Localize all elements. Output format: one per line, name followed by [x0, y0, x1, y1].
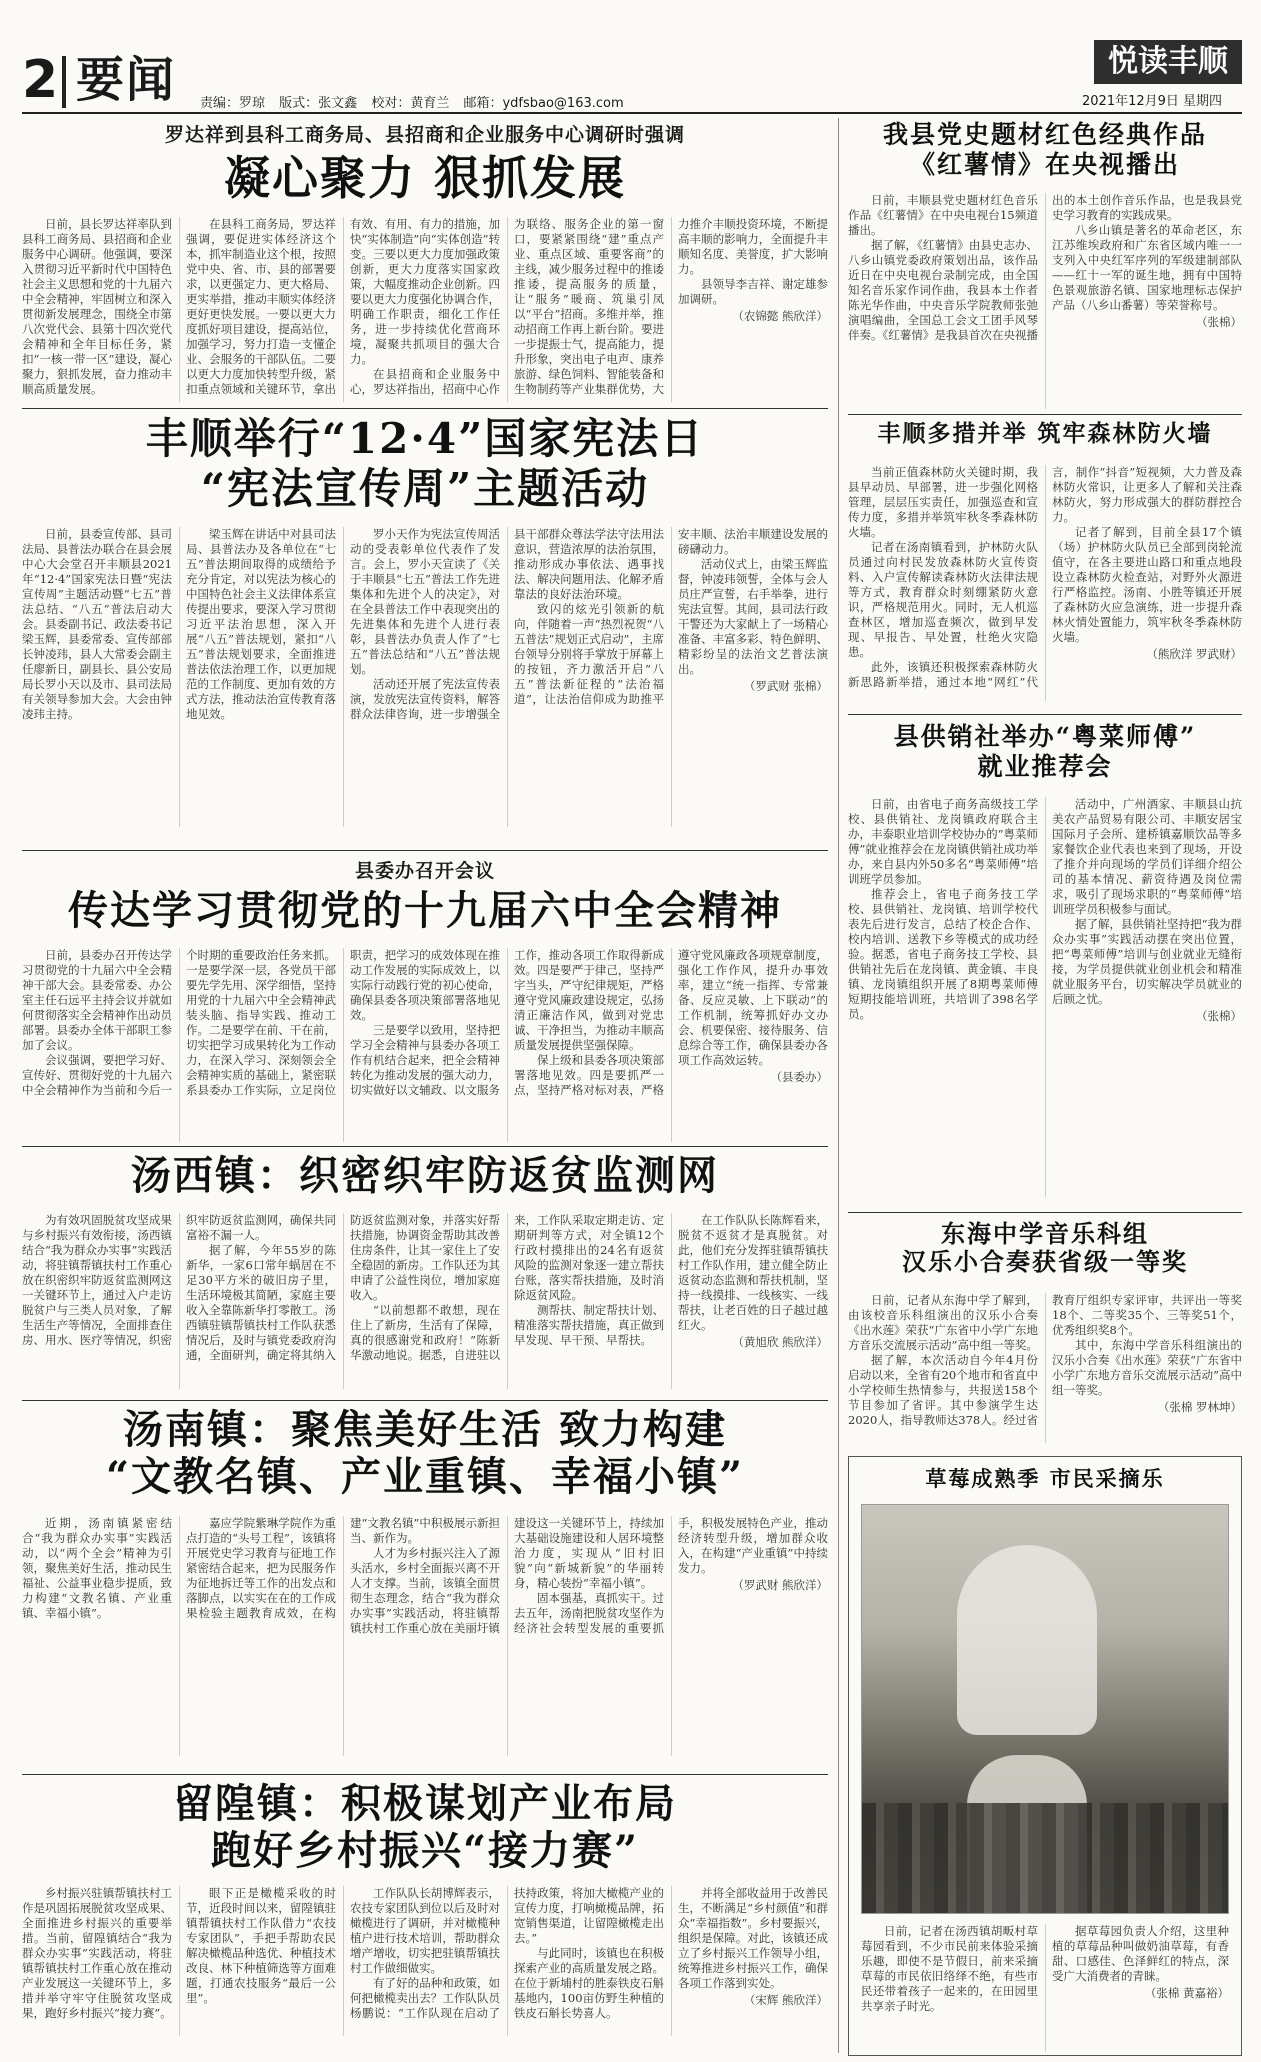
article-byline: （张棉）	[1196, 315, 1242, 329]
article-headline: 汤南镇：聚焦美好生活 致力构建 “文教名镇、产业重镇、幸福小镇”	[105, 1406, 744, 1501]
article-headline: 传达学习贯彻党的十九届六中全会精神	[68, 887, 782, 934]
photo-woman-figure	[957, 1545, 1097, 1735]
column-divider	[838, 118, 839, 2053]
article-headline: 草莓成熟季 市民采摘乐	[925, 1466, 1165, 1491]
strawberry-field-photo	[861, 1504, 1229, 1914]
section-rule	[22, 850, 828, 851]
article-body: 日前，县委办召开传达学习贯彻党的十九届六中全会精神干部大会。县委常委、办公室主任石远平主持会议并就如何贯彻落实全会精神作出动员部署。县委办全体干部职工参加了会议。 会议强调，要把学习好、宣传好、贯彻好党的十九届六中全会精神作为当前和今后一个时期的重要政治任务来抓。一是要学深一层，各党员干部要先学先用、深学细悟，坚持用党的十九届六中全会精神武装头脑、指导实践、推动工作。二是要学在前、干在前，切实把学习成果转化为工作动力，在深入学习、深刻领会全会精神实质的基础上，紧密联系县委办工作实际，立足岗位职责，把学习的成效体现在推动工作发展的实际成效上，以实际行动践行党的初心使命，确保县委各项决策部署落地见效。 三是要学以致用，坚持把学习全会精神与县委办各项工作有机结合起来，把全会精神转化为推动发展的强大动力，切实做好以文辅政、以文服务工作，推动各项工作取得新成效。四是要严于律己，坚持严字当头，严守纪律规矩，严格遵守党风廉政建设规定，弘扬清正廉洁作风，做到对党忠诚、干净担当，为推动丰顺高质量发展提供坚强保障。 保上级和县委各项决策部署落地见效。四是要抓严一点，坚持严格对标对表，严格遵守党风廉政各项规章制度，强化工作作风，提升办事效率，建立“统一指挥、专常兼备、反应灵敏、上下联动”的工作机制，统筹抓好办文办会、机要保密、接待服务、信息综合等工作，确保县委办各项工作高效运转。 （县委办）	[22, 948, 828, 1098]
article-byline: （黄旭欣 熊欣洋）	[732, 1335, 828, 1350]
article-body: 日前，记者从东海中学了解到，由该校音乐科组演出的汉乐小合奏《出水莲》荣获“广东省中小学广东地方音乐交流展示活动”高中组一等奖。 据了解，本次活动自今年4月份启动以来，全省有20个地市和省直中小学校师生热情参与，共报送158个节目参加了省评。其中参演学生达2020人，指导教师达378人。经过省教育厅组织专家评审，共评出一等奖18个、二等奖35个、三等奖51个，优秀组织奖8个。 其中，东海中学音乐科组演出的汉乐小合奏《出水莲》荣获“广东省中小学广东地方音乐交流展示活动”高中组一等奖。 （张棉 罗林坤）	[848, 1292, 1242, 1427]
article-byline: （张棉 罗林坤）	[1157, 1399, 1242, 1414]
section-rule	[848, 714, 1242, 715]
article-luo-daxiang-inspection	[22, 120, 828, 402]
article-byline: （宋辉 熊欣洋）	[743, 1993, 828, 2008]
article-forest-fire-prevention	[848, 420, 1242, 710]
article-byline: （县委办）	[770, 1070, 828, 1085]
article-byline: （农锦懿 熊欣洋）	[732, 309, 828, 324]
article-cantonese-chef-job-fair	[848, 722, 1242, 1206]
article-kicker: 县委办召开会议	[354, 860, 495, 882]
photo-strawberry-plants	[862, 1803, 1228, 1913]
article-body: 日前，记者在汤西镇胡畈村草莓园看到，不少市民前来体验采摘乐趣，即使不是节假日，前来采摘草莓的市民依旧络绎不绝，有些市民还带着孩子一起来的，在田园里共享亲子时光。 据草莓园负责人介绍，这里种植的草莓品种叫做奶油草莓，有香甜、口感佳、色泽鲜红的特点，深受广大消费者的青睐。 （张棉 黄嘉裕）	[861, 1923, 1229, 2013]
page-number-divider	[62, 56, 66, 108]
section-rule	[22, 408, 828, 409]
article-county-committee-meeting	[22, 856, 828, 1142]
article-headline: 我县党史题材红色经典作品 《红薯情》在央视播出	[882, 120, 1207, 179]
article-liuhuang-industry	[22, 1780, 828, 2056]
credit-editor: 责编：罗琼	[200, 96, 266, 111]
credit-proofreader: 校对：黄育兰	[371, 96, 450, 111]
article-byline: （罗武财 熊欣洋）	[732, 1578, 828, 1593]
masthead-rule	[22, 112, 1242, 114]
article-headline: 丰顺多措并举 筑牢森林防火墙	[877, 420, 1213, 447]
article-tangnan-development	[22, 1406, 828, 1770]
article-body: 日前，县委宣传部、县司法局、县普法办联合在县会展中心大会堂召开丰顺县2021年“12·4”国家宪法日暨“宪法宣传周”主题活动暨“七五”普法总结、“八五”普法启动大会。县委副书记、政法委书记梁玉辉，县委常委、宣传部部长钟凌玮，县人大常委会副主任廖新日，副县长、县公安局局长罗小天以及市、县司法局有关领导参加大会。大会由钟凌玮主持。 梁玉辉在讲话中对县司法局、县普法办及各单位在“七五”普法期间取得的成绩给予充分肯定，对以宪法为核心的中国特色社会主义法律体系宣传提出要求，要深入学习贯彻习近平法治思想，深入开展“八五”普法规划，紧扣“八五”普法规划要求，全面推进普法依法治理工作，以更加规范的工作制度、更加有效的方式方法，推动法治宣传教育落地见效。 罗小天作为宪法宣传周活动的受表彰单位代表作了发言。会上，罗小天宣读了《关于丰顺县“七五”普法工作先进集体和先进个人的决定》，对在全县普法工作中表现突出的先进集体和先进个人进行表彰，县普法办负责人作了“七五”普法总结和“八五”普法规划。 活动还开展了宪法宣传表演，发放宪法宣传资料，解答群众法律咨询，进一步增强全县干部群众尊法学法守法用法意识，营造浓厚的法治氛围，推动形成办事依法、遇事找法、解决问题用法、化解矛盾靠法的良好法治环境。 致闪的炫光引领新的航向，伴随着一声“热烈祝贺“八五普法”规划正式启动”，主席台领导分别将手掌放于屏幕上的按钮，齐力激活开启“八五”普法新征程的“法治福道”，让法治信仰成为助推平安丰顺、法治丰顺建设发展的磅礴动力。 活动仪式上，由梁玉辉监督，钟凌玮领誓，全体与会人员庄严宣誓，右手举拳，进行宪法宣誓。其间，县司法行政干警还为大家献上了一场精心准备、丰富多彩、特色鲜明、精彩纷呈的法治文艺普法演出。 （罗武财 张棉）	[22, 527, 828, 722]
article-body: 近期，汤南镇紧密结合“我为群众办实事”实践活动，以“两个全会”精神为引领，聚焦美好生活，推动民生福祉、公益事业稳步提质，致力构建“文教名镇、产业重镇、幸福小镇”。 嘉应学院紫琳学院作为重点打造的“头号工程”，该镇将开展党史学习教育与征地工作紧密结合起来，把为民服务作为征地拆迁等工作的出发点和落脚点，以实实在在的工作成果检验主题教育成效，在构建“文教名镇”中积极展示新担当、新作为。 人才为乡村振兴注入了源头活水，乡村全面振兴离不开人才支撑。当前，该镇全面贯彻生态理念，结合“我为群众办实事”实践活动，将驻镇帮镇扶村工作重心放在美丽圩镇建设这一关键环节上，持续加大基础设施建设和人居环境整治力度，实现从“旧村旧貌”向“新城新貌”的华丽转身，精心装扮“幸福小镇”。 固本强基，真抓实干。过去五年，汤南把脱贫攻坚作为经济社会转型发展的重要抓手，积极发展特色产业，推动经济转型升级，增加群众收入，在构建“产业重镇”中持续发力。 （罗武财 熊欣洋）	[22, 1516, 828, 1636]
newspaper-brand: 悦读丰顺	[1094, 40, 1242, 84]
section-rule	[22, 1400, 828, 1401]
issue-date: 2021年12月9日 星期四	[1082, 94, 1223, 109]
page-credits	[200, 92, 634, 111]
article-kicker: 罗达祥到县科工商务局、县招商和企业服务中心调研时强调	[164, 124, 685, 146]
article-headline: 凝心聚力 狠抓发展	[223, 151, 626, 205]
section-rule	[848, 414, 1242, 415]
article-constitution-day	[22, 414, 828, 846]
section-rule	[22, 1146, 828, 1147]
article-headline: 汤西镇：织密织牢防返贫监测网	[131, 1152, 719, 1199]
article-byline: （张棉）	[1196, 1009, 1242, 1023]
article-headline: 东海中学音乐科组 汉乐小合奏获省级一等奖	[902, 1220, 1188, 1277]
article-strawberry-picking	[848, 1456, 1242, 2056]
article-body: 日前，丰顺县党史题材红色音乐作品《红薯情》在中央电视台15频道播出。 据了解，《红薯情》由县史志办、八乡山镇党委政府策划出品，该作品近日在中央电视台录制完成，由全国知名音乐家作词作曲，我县本土作者陈光华作曲，中央音乐学院教师张弛演唱编曲，全国总工会文工团手风琴伴奏。《红薯情》是我县首次在央视播出的本土创作音乐作品，也是我县党史学习教育的实践成果。 八乡山镇是著名的革命老区，东江苏维埃政府和广东省区域内唯一一支列入中央红军序列的军级建制部队——红十一军的诞生地，拥有中国特色景观旅游名镇、国家地理标志保护产品（八乡山番薯）等荣誉称号。 （张棉）	[848, 193, 1242, 342]
article-byline: （熊欣洋 罗武财）	[1146, 647, 1242, 662]
article-body: 日前，县长罗达祥率队到县科工商务局、县招商和企业服务中心调研。他强调，要深入贯彻习近平新时代中国特色社会主义思想和党的十九届六中全会精神，牢固树立和深入贯彻新发展理念，围绕全市第八次党代会、县第十四次党代会精神和全年目标任务，紧扣“一核一带一区”建设，凝心聚力，狠抓发展，奋力推动丰顺高质量发展。 在县科工商务局，罗达祥强调，要促进实体经济这个本，抓牢制造业这个根，按照党中央、省、市、县的部署要求，以更强定力、更大格局、更实举措，推动丰顺实体经济更好更快发展。一要以更大力度抓好项目建设，提高站位，加强学习，努力打造一支懂企业、会服务的干部队伍。二要以更大力度加快转型升级，紧扣重点领域和关键环节，拿出有效、有用、有力的措施，加快“实体制造”向“实体创造”转变。三要以更大力度加强政策创新，更大力度落实国家政策，大幅度推动企业创新。四要以更大力度强化协调合作，明确工作职责，细化工作任务，进一步持续优化营商环境，凝聚共抓项目的强大合力。 在县招商和企业服务中心，罗达祥指出，招商中心作为联络、服务企业的第一窗口，要紧紧围绕“建”重点产业、重点区域、重要客商”的主线，减少服务过程中的推诿推诿，提高服务的质量，让“服务”暖商、筑巢引凤以“平台”招商。多维并举，推动招商工作再上新台阶。要进一步提振士气，提高能力，提升形象，突出电子电声、康养旅游、绿色饲料、智能装备和生物制药等产业集群优势，大力推介丰顺投资环境，不断提高丰顺的影响力，全面提升丰顺知名度、美誉度，扩大影响力。 县领导李吉祥、谢定雄参加调研。 （农锦懿 熊欣洋）	[22, 217, 828, 397]
article-body: 当前正值森林防火关键时期，我县早动员、早部署，进一步强化网格管理，层层压实责任，加强巡查和宣传力度，多措并举筑牢秋冬季森林防火墙。 记者在汤南镇看到，护林防火队员通过向村民发放森林防火宣传资料、入户宣传解读森林防火法律法规等方式，教育群众时刻绷紧防火意识，严格规范用火。同时，无人机巡查林区，增加巡查频次，做到早发现、早报告、早处置，杜绝火灾隐患。 此外，该镇还积极探索森林防火新思路新举措，通过本地“网红”代言，制作“抖音”短视频，大力普及森林防火常识，让更多人了解和关注森林防火，努力形成强大的群防群控合力。 记者了解到，目前全县17个镇（场）护林防火队员已全部到岗轮流值守，在各主要进山路口和重点地段设立森林防火检查站，对野外火源进行严格监控。汤南、小胜等镇还开展了森林防火应急演练，进一步提升森林火情处置能力，筑牢秋冬季森林防火墙。 （熊欣洋 罗武财）	[848, 465, 1242, 690]
article-body: 乡村振兴驻镇帮镇扶村工作是巩固拓展脱贫攻坚成果、全面推进乡村振兴的重要举措。当前，留隍镇结合“我为群众办实事”实践活动，将驻镇帮镇扶村工作重心放在推动产业发展这一关键环节上，多措并举守牢守住脱贫攻坚成果，跑好乡村振兴“接力赛”。 眼下正是橄榄采收的时节，近段时间以来，留隍镇驻镇帮镇扶村工作队借力“农技专家团队”，手把手帮助农民解决橄榄品种选优、种植技术改良、林下种植筛选等方面难题，打通农技服务“最后一公里”。 工作队队长胡博辉表示，农技专家团队到位以后及时对橄榄进行了调研，并对橄榄种植户进行技术培训，帮助群众增产增收，切实把驻镇帮镇扶村工作做细做实。 有了好的品种和政策，如何把橄榄卖出去？工作队队员杨鹏说：“工作队现在启动了扶持政策，将加大橄榄产业的宣传力度，打响橄榄品牌，拓宽销售渠道，让留隍橄榄走出去。” 与此同时，该镇也在积极探索产业的高质量发展之路。在位于新埔村的胜泰铁皮石斛基地内，100亩仿野生种植的铁皮石斛长势喜人。 并将全部收益用于改善民生，不断满足“乡村颜值”和群众“幸福指数”。乡村要振兴，组织是保障。对此，该镇还成立了乡村振兴工作领导小组，统筹推进乡村振兴工作，确保各项工作落到实处。 （宋辉 熊欣洋）	[22, 1886, 828, 2021]
article-body: 日前，由省电子商务高级技工学校、县供销社、龙岗镇政府联合主办，丰泰职业培训学校协办的“粤菜师傅”就业推荐会在龙岗镇供销社成功举办，来自县内外50多名“粤菜师傅”培训班学员参加。 推荐会上，省电子商务技工学校、县供销社、龙岗镇、培训学校代表先后进行发言，总结了校企合作、校内培训、送教下乡等模式的成功经验。据悉，省电子商务技工学校、县供销社先后在龙岗镇、黄金镇、丰良镇、龙岗镇组织开展了8期粤菜师傅短期技能培训班，共培训了398名学员。 活动中，广州酒家、丰顺县山抗美农产品贸易有限公司、丰顺安居宝国际月子会所、建桥镇嘉顺饮品等多家餐饮企业代表也来到了现场，开设了推介并向现场的学员们详细介绍公司的基本情况、薪资待遇及岗位需求，吸引了现场求职的“粤菜师傅”培训班学员积极参与面试。 据了解，县供销社坚持把“我为群众办实事”实践活动摆在突出位置，把“粤菜师傅”培训与创业就业无缝衔接，为学员提供就业创业机会和精准就业服务平台，切实解决学员就业的后顾之忧。 （张棉）	[848, 797, 1242, 1023]
article-headline: 留隍镇：积极谋划产业布局 跑好乡村振兴“接力赛”	[173, 1780, 677, 1875]
credit-layout: 版式：张文鑫	[279, 96, 358, 111]
article-headline: 丰顺举行“12·4”国家宪法日 “宪法宣传周”主题活动	[145, 414, 705, 513]
article-byline: （罗武财 张棉）	[743, 679, 828, 694]
masthead	[0, 0, 1261, 118]
article-tangxi-monitoring	[22, 1152, 828, 1396]
section-rule	[22, 1774, 828, 1775]
article-body: 为有效巩固脱贫攻坚成果与乡村振兴有效衔接，汤西镇结合“我为群众办实事”实践活动，将驻镇帮镇扶村工作重心放在织密织牢防返贫监测网这一关键环节上，通过入户走访脱贫户与三类人员对象，了解生活生产等情况，全面排查住房、用水、医疗等情况，织密织牢防返贫监测网，确保共同富裕不漏一人。 据了解，今年55岁的陈新华，一家6口常年蜗居在不足30平方米的破旧房子里，生活环境极其简陋，家庭主要收入全靠陈新华打零散工。汤西镇驻镇帮镇扶村工作队获悉情况后，及时与镇党委政府沟通，全面研判，确定将其纳入防返贫监测对象，并落实好帮扶措施，协调资金帮助其改善住房条件，让其一家住上了安全稳固的新房。工作队还为其申请了公益性岗位，增加家庭收入。 “以前想都不敢想，现在住上了新房，生活有了保障，真的很感谢党和政府！”陈新华激动地说。据悉，自进驻以来，工作队采取定期走访、定期研判等方式，对全镇12个行政村摸排出的24名有返贫风险的监测对象逐一建立帮扶台账，落实帮扶措施，及时消除返贫风险。 测帮扶、制定帮扶计划、精准落实帮扶措施，真正做到早发现、早干预、早帮扶。 在工作队队长陈辉看来，脱贫不返贫才是真脱贫。对此，他们充分发挥驻镇帮镇扶村工作队作用，建立健全防止返贫动态监测和帮扶机制，坚持一线摸排、一线核实、一线帮扶，让老百姓的日子越过越红火。 （黄旭欣 熊欣洋）	[22, 1213, 828, 1363]
section-rule	[848, 1212, 1242, 1213]
section-name: 要闻	[76, 52, 177, 108]
article-headline: 县供销社举办“粤菜师傅” 就业推荐会	[893, 722, 1197, 781]
article-byline: （张棉 黄嘉裕）	[1144, 1985, 1229, 2000]
credit-email: 邮箱：ydfsbao@163.com	[463, 96, 624, 111]
article-red-classic-work	[848, 120, 1242, 410]
page-number: 2	[22, 50, 59, 110]
article-donghai-music-award	[848, 1220, 1242, 1450]
